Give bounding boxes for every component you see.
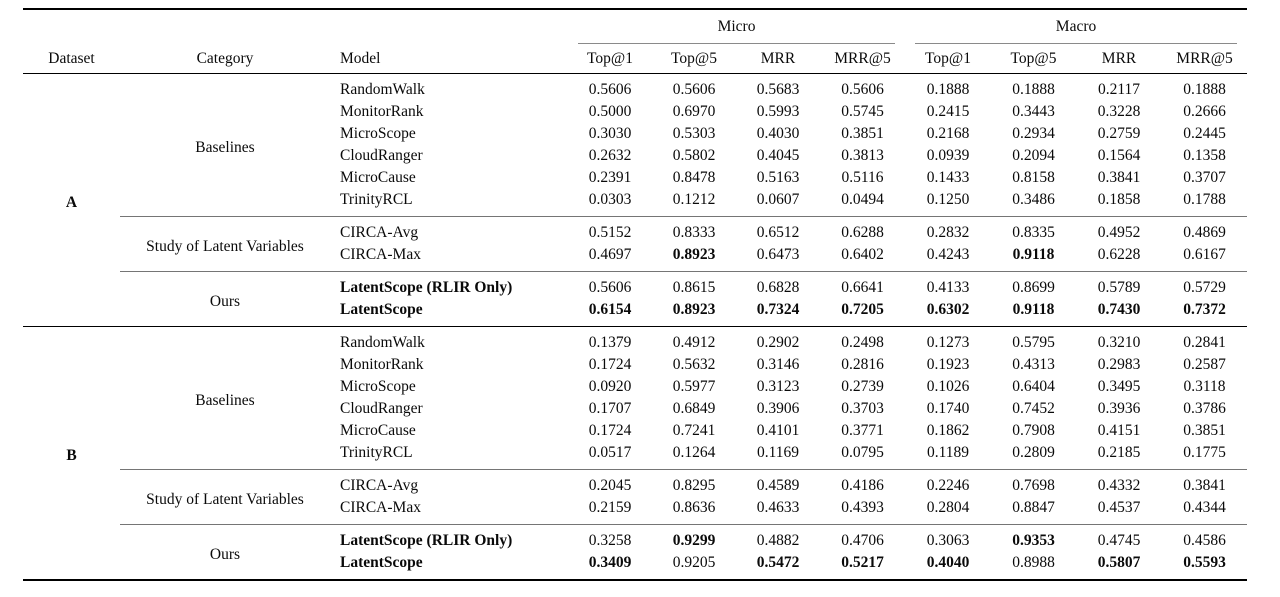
model-name: MonitorRank <box>340 356 424 373</box>
metric-value: 0.5745 <box>841 103 884 120</box>
metric-value: 0.3123 <box>756 378 800 395</box>
model-name: TrinityRCL <box>340 191 413 208</box>
group-header-row <box>23 9 1247 44</box>
table-row <box>23 74 1247 102</box>
metric-value: 0.5152 <box>568 217 652 245</box>
metric-value: 0.1264 <box>672 444 716 461</box>
metric-value: 0.3707 <box>1183 169 1226 186</box>
metric-value: 0.5683 <box>756 81 800 98</box>
metric-value: 0.1724 <box>588 422 632 439</box>
metric-value: 0.7372 <box>1183 301 1226 318</box>
model-name: MonitorRank <box>340 103 424 120</box>
table-row <box>23 272 1247 300</box>
metric-value: 0.2809 <box>1012 444 1055 461</box>
metric-value: 0.8988 <box>1012 554 1055 571</box>
category-label: Study of Latent Variables <box>120 470 330 525</box>
metric-value: 0.2587 <box>1183 356 1226 373</box>
metric-value: 0.4633 <box>756 499 800 516</box>
metric-value: 0.5606 <box>841 81 884 98</box>
column-header-row <box>23 44 1247 74</box>
metric-value: 0.4869 <box>1162 217 1247 245</box>
category-label: Ours <box>120 525 330 581</box>
metric-value: 0.8158 <box>1012 169 1055 186</box>
metric-value: 0.9353 <box>991 525 1076 553</box>
metric-value: 0.3841 <box>1097 169 1141 186</box>
metric-value: 0.8923 <box>672 301 716 318</box>
dataset-label: A <box>65 193 78 211</box>
metric-value: 0.8333 <box>652 217 736 245</box>
metric-value: 0.5000 <box>588 103 632 120</box>
metric-value: 0.4186 <box>820 470 905 498</box>
model-name: CloudRanger <box>340 400 423 417</box>
metric-value: 0.1358 <box>1183 147 1226 164</box>
metric-value: 0.4697 <box>588 246 632 263</box>
metric-value: 0.5993 <box>756 103 800 120</box>
metric-value: 0.1169 <box>756 444 800 461</box>
metric-value: 0.9205 <box>672 554 716 571</box>
metric-value: 0.7908 <box>1012 422 1055 439</box>
metric-value: 0.5116 <box>841 169 884 186</box>
results-table <box>23 8 1247 581</box>
micro-group-header <box>568 9 905 44</box>
model-name: LatentScope (RLIR Only) <box>330 272 568 300</box>
metric-value: 0.6473 <box>756 246 800 263</box>
metric-value: 0.3409 <box>588 554 632 571</box>
metric-value: 0.7698 <box>991 470 1076 498</box>
metric-value: 0.2117 <box>1097 81 1141 98</box>
model-name: MicroCause <box>340 422 416 439</box>
metric-value: 0.3443 <box>1012 103 1055 120</box>
metric-value: 0.2841 <box>1162 327 1247 355</box>
metric-value: 0.4133 <box>905 272 991 300</box>
model-name: MicroCause <box>340 169 416 186</box>
metric-value: 0.2185 <box>1097 444 1141 461</box>
model-name: CIRCA-Avg <box>330 217 568 245</box>
metric-value: 0.6641 <box>820 272 905 300</box>
metric-value: 0.8478 <box>672 169 716 186</box>
metric-value: 0.0607 <box>756 191 800 208</box>
metric-value: 0.6404 <box>1012 378 1055 395</box>
metric-value: 0.4313 <box>1012 356 1055 373</box>
metric-value: 0.2246 <box>905 470 991 498</box>
metric-value: 0.6849 <box>672 400 716 417</box>
metric-value: 0.8615 <box>652 272 736 300</box>
metric-value: 0.2816 <box>841 356 884 373</box>
metric-value: 0.7452 <box>1012 400 1055 417</box>
metric-value: 0.2498 <box>820 327 905 355</box>
metric-value: 0.5807 <box>1097 554 1141 571</box>
col-header-micro-mrr5: MRR@5 <box>820 44 905 74</box>
metric-value: 0.6512 <box>736 217 820 245</box>
col-header-dataset: Dataset <box>23 44 120 74</box>
metric-value: 0.1379 <box>568 327 652 355</box>
metric-value: 0.9118 <box>1012 301 1055 318</box>
metric-value: 0.2632 <box>588 147 632 164</box>
macro-group-label: Macro <box>1055 18 1097 35</box>
model-name: RandomWalk <box>340 81 425 98</box>
metric-value: 0.3258 <box>568 525 652 553</box>
metric-value: 0.4101 <box>756 422 800 439</box>
metric-value: 0.4952 <box>1076 217 1162 245</box>
metric-value: 0.1888 <box>926 81 970 98</box>
table-row <box>23 327 1247 355</box>
metric-value: 0.8295 <box>652 470 736 498</box>
metric-value: 0.2759 <box>1097 125 1141 142</box>
metric-value: 0.8335 <box>991 217 1076 245</box>
metric-value: 0.3841 <box>1162 470 1247 498</box>
metric-value: 0.3118 <box>1183 378 1226 395</box>
metric-value: 0.0494 <box>841 191 884 208</box>
metric-value: 0.3030 <box>588 125 632 142</box>
col-header-macro-mrr5: MRR@5 <box>1162 44 1247 74</box>
metric-value: 0.3703 <box>841 400 884 417</box>
model-name: MicroScope <box>340 378 416 395</box>
metric-value: 0.2739 <box>841 378 884 395</box>
col-header-macro-top1: Top@1 <box>905 44 991 74</box>
dataset-label: B <box>23 327 120 581</box>
metric-value: 0.3228 <box>1097 103 1141 120</box>
metric-value: 0.0939 <box>926 147 970 164</box>
metric-value: 0.1250 <box>926 191 970 208</box>
metric-value: 0.3813 <box>841 147 884 164</box>
metric-value: 0.5606 <box>588 81 632 98</box>
col-header-macro-mrr: MRR <box>1076 44 1162 74</box>
metric-value: 0.6828 <box>736 272 820 300</box>
metric-value: 0.3486 <box>1012 191 1055 208</box>
col-header-micro-top1: Top@1 <box>568 44 652 74</box>
metric-value: 0.7205 <box>841 301 884 318</box>
results-table-body <box>23 74 1247 581</box>
metric-value: 0.3210 <box>1076 327 1162 355</box>
category-label: Baselines <box>195 138 255 156</box>
metric-value: 0.3851 <box>841 125 884 142</box>
metric-value: 0.2832 <box>905 217 991 245</box>
metric-value: 0.9118 <box>1012 246 1055 263</box>
macro-group-header <box>905 9 1247 44</box>
metric-value: 0.5303 <box>672 125 716 142</box>
metric-value: 0.5789 <box>1076 272 1162 300</box>
metric-value: 0.6970 <box>672 103 716 120</box>
model-name: CIRCA-Max <box>340 499 421 516</box>
metric-value: 0.1858 <box>1097 191 1141 208</box>
metric-value: 0.2445 <box>1183 125 1226 142</box>
metric-value: 0.1564 <box>1097 147 1141 164</box>
metric-value: 0.4243 <box>926 246 970 263</box>
col-header-category: Category <box>120 44 330 74</box>
metric-value: 0.8636 <box>672 499 716 516</box>
metric-value: 0.2902 <box>736 327 820 355</box>
metric-value: 0.1740 <box>926 400 970 417</box>
metric-value: 0.0920 <box>588 378 632 395</box>
metric-value: 0.2415 <box>926 103 970 120</box>
metric-value: 0.5472 <box>756 554 800 571</box>
model-name: MicroScope <box>340 125 416 142</box>
model-name: LatentScope <box>340 554 423 571</box>
metric-value: 0.4332 <box>1076 470 1162 498</box>
metric-value: 0.4912 <box>652 327 736 355</box>
metric-value: 0.8847 <box>1012 499 1055 516</box>
metric-value: 0.1862 <box>926 422 970 439</box>
micro-group-label: Micro <box>717 18 756 35</box>
metric-value: 0.4045 <box>756 147 800 164</box>
metric-value: 0.1888 <box>1012 81 1055 98</box>
metric-value: 0.6228 <box>1097 246 1141 263</box>
metric-value: 0.4589 <box>736 470 820 498</box>
metric-value: 0.6167 <box>1183 246 1226 263</box>
category-label: Baselines <box>120 327 330 470</box>
metric-value: 0.3146 <box>756 356 800 373</box>
metric-value: 0.3063 <box>905 525 991 553</box>
metric-value: 0.2094 <box>1012 147 1055 164</box>
metric-value: 0.4040 <box>926 554 970 571</box>
metric-value: 0.9299 <box>652 525 736 553</box>
model-name: CIRCA-Max <box>340 246 421 263</box>
metric-value: 0.7241 <box>672 422 716 439</box>
metric-value: 0.4586 <box>1162 525 1247 553</box>
metric-value: 0.1788 <box>1183 191 1226 208</box>
col-header-macro-top5: Top@5 <box>991 44 1076 74</box>
metric-value: 0.4344 <box>1183 499 1226 516</box>
metric-value: 0.1707 <box>588 400 632 417</box>
metric-value: 0.5795 <box>991 327 1076 355</box>
table-row <box>23 525 1247 553</box>
metric-value: 0.1433 <box>926 169 970 186</box>
metric-value: 0.5217 <box>841 554 884 571</box>
metric-value: 0.4393 <box>841 499 884 516</box>
metric-value: 0.5729 <box>1162 272 1247 300</box>
metric-value: 0.1775 <box>1183 444 1226 461</box>
model-name: LatentScope (RLIR Only) <box>330 525 568 553</box>
metric-value: 0.4882 <box>736 525 820 553</box>
metric-value: 0.1189 <box>926 444 970 461</box>
metric-value: 0.8699 <box>991 272 1076 300</box>
metric-value: 0.0795 <box>841 444 884 461</box>
metric-value: 0.5163 <box>756 169 800 186</box>
metric-value: 0.3851 <box>1183 422 1226 439</box>
metric-value: 0.0303 <box>588 191 632 208</box>
metric-value: 0.5606 <box>672 81 716 98</box>
metric-value: 0.5593 <box>1183 554 1226 571</box>
metric-value: 0.7430 <box>1097 301 1141 318</box>
model-name: RandomWalk <box>330 327 568 355</box>
metric-value: 0.4745 <box>1076 525 1162 553</box>
metric-value: 0.7324 <box>756 301 800 318</box>
metric-value: 0.1923 <box>926 356 970 373</box>
metric-value: 0.8923 <box>672 246 716 263</box>
metric-value: 0.4706 <box>820 525 905 553</box>
table-row <box>23 217 1247 245</box>
model-name: TrinityRCL <box>340 444 413 461</box>
metric-value: 0.2391 <box>588 169 632 186</box>
metric-value: 0.4030 <box>756 125 800 142</box>
model-name: CIRCA-Avg <box>330 470 568 498</box>
metric-value: 0.4537 <box>1097 499 1141 516</box>
metric-value: 0.2983 <box>1097 356 1141 373</box>
metric-value: 0.5606 <box>568 272 652 300</box>
metric-value: 0.4151 <box>1097 422 1141 439</box>
metric-value: 0.2804 <box>926 499 970 516</box>
metric-value: 0.1888 <box>1183 81 1226 98</box>
metric-value: 0.2168 <box>926 125 970 142</box>
metric-value: 0.3771 <box>841 422 884 439</box>
model-name: LatentScope <box>340 301 423 318</box>
col-header-model: Model <box>330 44 568 74</box>
metric-value: 0.1026 <box>926 378 970 395</box>
table-row <box>23 470 1247 498</box>
metric-value: 0.2934 <box>1012 125 1055 142</box>
metric-value: 0.5977 <box>672 378 716 395</box>
category-label: Ours <box>120 272 330 327</box>
metric-value: 0.1273 <box>905 327 991 355</box>
metric-value: 0.5632 <box>672 356 716 373</box>
metric-value: 0.0517 <box>588 444 632 461</box>
metric-value: 0.1724 <box>588 356 632 373</box>
metric-value: 0.5802 <box>672 147 716 164</box>
col-header-micro-top5: Top@5 <box>652 44 736 74</box>
metric-value: 0.6154 <box>588 301 632 318</box>
col-header-micro-mrr: MRR <box>736 44 820 74</box>
metric-value: 0.3936 <box>1097 400 1141 417</box>
metric-value: 0.6288 <box>820 217 905 245</box>
metric-value: 0.3786 <box>1183 400 1226 417</box>
metric-value: 0.1212 <box>672 191 716 208</box>
metric-value: 0.2159 <box>588 499 632 516</box>
metric-value: 0.6302 <box>926 301 970 318</box>
category-label: Study of Latent Variables <box>120 217 330 272</box>
group-header-spacer <box>23 9 568 44</box>
metric-value: 0.3495 <box>1097 378 1141 395</box>
metric-value: 0.2045 <box>568 470 652 498</box>
metric-value: 0.6402 <box>841 246 884 263</box>
metric-value: 0.3906 <box>756 400 800 417</box>
metric-value: 0.2666 <box>1183 103 1226 120</box>
model-name: CloudRanger <box>340 147 423 164</box>
